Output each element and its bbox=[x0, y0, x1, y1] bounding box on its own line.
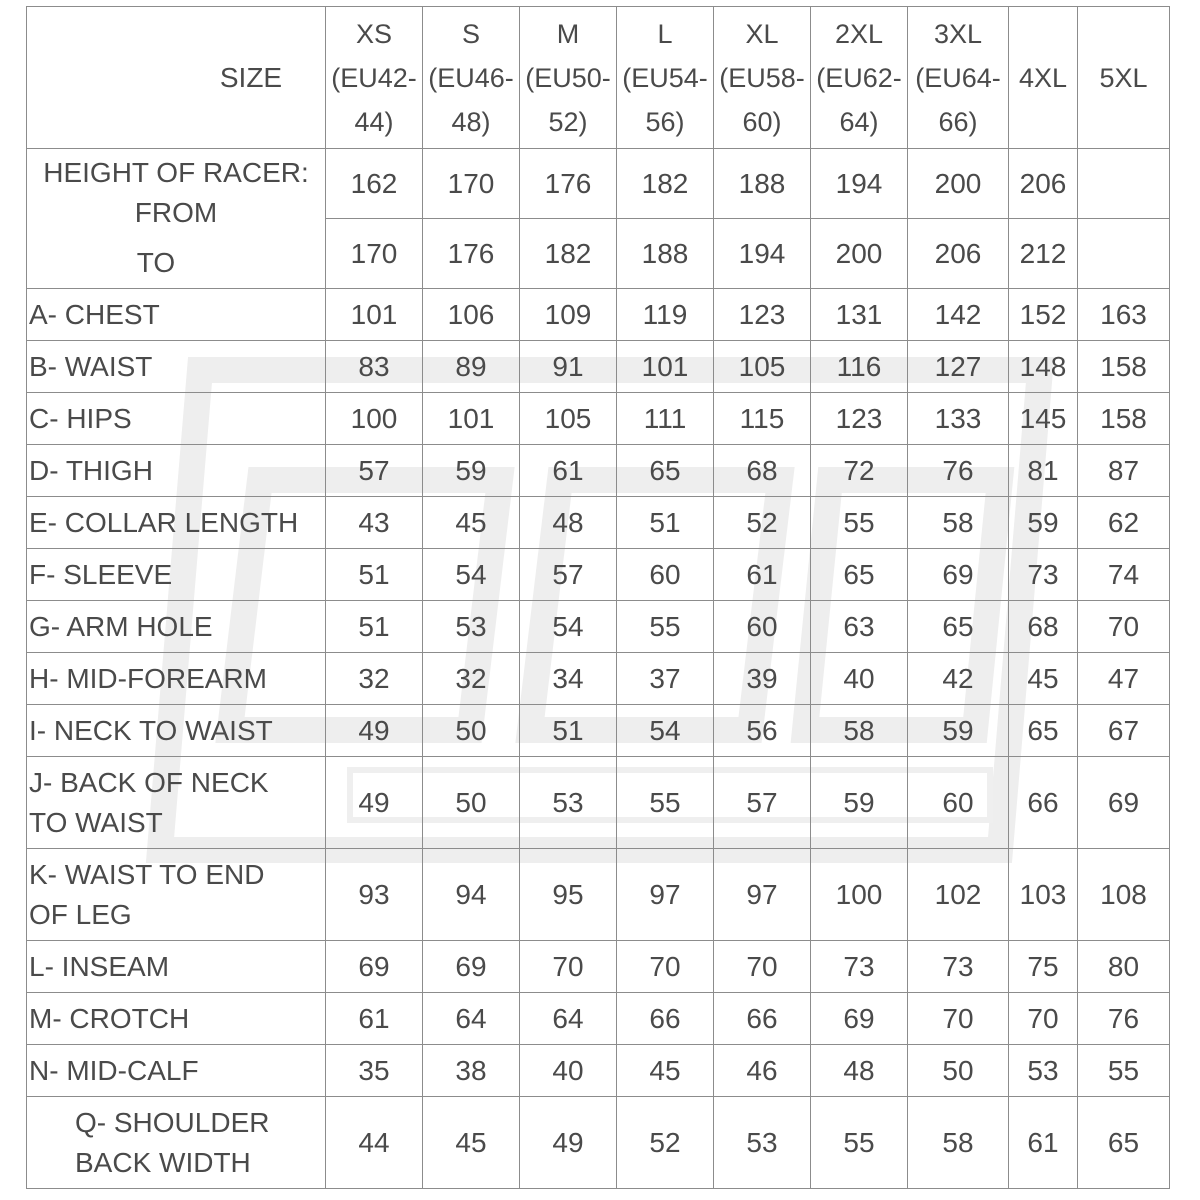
measurement-value: 80 bbox=[1078, 941, 1170, 993]
measurement-value: 142 bbox=[908, 289, 1009, 341]
height-from-row bbox=[27, 149, 1170, 219]
measurement-value: 57 bbox=[714, 757, 811, 849]
table-row bbox=[27, 445, 1170, 497]
measurement-value: 105 bbox=[714, 341, 811, 393]
measurement-value: 76 bbox=[1078, 993, 1170, 1045]
measurement-value: 66 bbox=[714, 993, 811, 1045]
measurement-value: 53 bbox=[423, 601, 520, 653]
measurement-value: 97 bbox=[617, 849, 714, 941]
measurement-label: D- THIGH bbox=[27, 445, 326, 497]
measurement-value: 69 bbox=[908, 549, 1009, 601]
height-from-cell: 194 bbox=[811, 149, 908, 219]
measurement-label: A- CHEST bbox=[27, 289, 326, 341]
measurement-value: 69 bbox=[811, 993, 908, 1045]
measurement-value: 69 bbox=[326, 941, 423, 993]
measurement-value: 44 bbox=[326, 1097, 423, 1189]
measurement-value: 69 bbox=[1078, 757, 1170, 849]
measurement-value: 51 bbox=[520, 705, 617, 757]
measurement-value: 63 bbox=[811, 601, 908, 653]
measurement-value: 49 bbox=[520, 1097, 617, 1189]
height-to-cell: 212 bbox=[1009, 219, 1078, 289]
measurement-label: J- BACK OF NECK TO WAIST bbox=[27, 757, 326, 849]
table-row bbox=[27, 601, 1170, 653]
table-row bbox=[27, 289, 1170, 341]
measurement-value: 108 bbox=[1078, 849, 1170, 941]
measurement-value: 48 bbox=[520, 497, 617, 549]
height-from-cell: 200 bbox=[908, 149, 1009, 219]
measurement-value: 123 bbox=[811, 393, 908, 445]
measurement-value: 76 bbox=[908, 445, 1009, 497]
measurement-value: 59 bbox=[908, 705, 1009, 757]
height-label-cell bbox=[27, 149, 326, 289]
measurement-value: 64 bbox=[520, 993, 617, 1045]
measurement-value: 58 bbox=[908, 497, 1009, 549]
measurement-value: 70 bbox=[1009, 993, 1078, 1045]
table-row bbox=[27, 653, 1170, 705]
measurement-value: 58 bbox=[811, 705, 908, 757]
measurement-value: 51 bbox=[617, 497, 714, 549]
measurement-label: M- CROTCH bbox=[27, 993, 326, 1045]
measurement-value: 100 bbox=[326, 393, 423, 445]
size-column-header: L (EU54- 56) bbox=[617, 7, 714, 149]
measurement-value: 66 bbox=[1009, 757, 1078, 849]
measurement-value: 83 bbox=[326, 341, 423, 393]
measurement-value: 65 bbox=[908, 601, 1009, 653]
table-row bbox=[27, 341, 1170, 393]
measurement-value: 148 bbox=[1009, 341, 1078, 393]
measurement-value: 32 bbox=[423, 653, 520, 705]
measurement-value: 73 bbox=[1009, 549, 1078, 601]
measurement-value: 51 bbox=[326, 601, 423, 653]
height-to-cell: 176 bbox=[423, 219, 520, 289]
measurement-value: 109 bbox=[520, 289, 617, 341]
measurement-value: 64 bbox=[423, 993, 520, 1045]
measurement-value: 54 bbox=[520, 601, 617, 653]
measurement-label: Q- SHOULDER BACK WIDTH bbox=[27, 1097, 326, 1189]
height-label-line2: FROM bbox=[134, 197, 218, 228]
measurement-value: 43 bbox=[326, 497, 423, 549]
measurement-value: 119 bbox=[617, 289, 714, 341]
measurement-value: 32 bbox=[326, 653, 423, 705]
measurement-label: G- ARM HOLE bbox=[27, 601, 326, 653]
measurement-value: 54 bbox=[423, 549, 520, 601]
measurement-label: N- MID-CALF bbox=[27, 1045, 326, 1097]
measurement-value: 50 bbox=[423, 757, 520, 849]
measurement-value: 59 bbox=[1009, 497, 1078, 549]
measurement-value: 163 bbox=[1078, 289, 1170, 341]
measurement-value: 101 bbox=[617, 341, 714, 393]
measurement-value: 97 bbox=[714, 849, 811, 941]
size-column-header: XS (EU42- 44) bbox=[326, 7, 423, 149]
height-from-cell: 182 bbox=[617, 149, 714, 219]
height-to-cell: 194 bbox=[714, 219, 811, 289]
measurement-value: 87 bbox=[1078, 445, 1170, 497]
table-row bbox=[27, 549, 1170, 601]
measurement-label: K- WAIST TO END OF LEG bbox=[27, 849, 326, 941]
measurement-value: 131 bbox=[811, 289, 908, 341]
measurement-value: 45 bbox=[423, 1097, 520, 1189]
table-row bbox=[27, 705, 1170, 757]
height-from-cell: 170 bbox=[423, 149, 520, 219]
measurement-value: 50 bbox=[423, 705, 520, 757]
measurement-value: 101 bbox=[423, 393, 520, 445]
measurement-value: 40 bbox=[811, 653, 908, 705]
measurement-value: 40 bbox=[520, 1045, 617, 1097]
measurement-value: 52 bbox=[714, 497, 811, 549]
measurement-value: 69 bbox=[423, 941, 520, 993]
measurement-value: 70 bbox=[714, 941, 811, 993]
measurement-value: 51 bbox=[326, 549, 423, 601]
measurement-value: 100 bbox=[811, 849, 908, 941]
size-column-header: 3XL (EU64- 66) bbox=[908, 7, 1009, 149]
measurement-value: 123 bbox=[714, 289, 811, 341]
table-row bbox=[27, 393, 1170, 445]
measurement-value: 65 bbox=[811, 549, 908, 601]
size-column-header: 5XL bbox=[1078, 7, 1170, 149]
size-chart-table bbox=[26, 6, 1170, 1189]
measurement-label: H- MID-FOREARM bbox=[27, 653, 326, 705]
height-label-line1: HEIGHT OF RACER: bbox=[43, 157, 309, 188]
measurement-value: 127 bbox=[908, 341, 1009, 393]
measurement-value: 53 bbox=[714, 1097, 811, 1189]
measurement-value: 57 bbox=[520, 549, 617, 601]
measurement-value: 65 bbox=[1009, 705, 1078, 757]
measurement-label: L- INSEAM bbox=[27, 941, 326, 993]
measurement-value: 55 bbox=[617, 601, 714, 653]
measurement-value: 133 bbox=[908, 393, 1009, 445]
measurement-value: 61 bbox=[1009, 1097, 1078, 1189]
measurement-value: 54 bbox=[617, 705, 714, 757]
measurement-value: 73 bbox=[811, 941, 908, 993]
measurement-value: 50 bbox=[908, 1045, 1009, 1097]
size-column-header: S (EU46- 48) bbox=[423, 7, 520, 149]
measurement-value: 115 bbox=[714, 393, 811, 445]
size-column-header: 2XL (EU62- 64) bbox=[811, 7, 908, 149]
height-from-cell: 162 bbox=[326, 149, 423, 219]
measurement-value: 53 bbox=[1009, 1045, 1078, 1097]
measurement-value: 66 bbox=[617, 993, 714, 1045]
measurement-value: 47 bbox=[1078, 653, 1170, 705]
measurement-value: 46 bbox=[714, 1045, 811, 1097]
measurement-label: I- NECK TO WAIST bbox=[27, 705, 326, 757]
measurement-value: 116 bbox=[811, 341, 908, 393]
table-row bbox=[27, 497, 1170, 549]
measurement-value: 55 bbox=[811, 1097, 908, 1189]
measurement-value: 45 bbox=[423, 497, 520, 549]
height-to-cell: 188 bbox=[617, 219, 714, 289]
measurement-value: 45 bbox=[617, 1045, 714, 1097]
measurement-value: 65 bbox=[1078, 1097, 1170, 1189]
table-row bbox=[27, 941, 1170, 993]
measurement-value: 94 bbox=[423, 849, 520, 941]
measurement-value: 53 bbox=[520, 757, 617, 849]
height-to-cell: 206 bbox=[908, 219, 1009, 289]
measurement-value: 60 bbox=[714, 601, 811, 653]
measurement-value: 145 bbox=[1009, 393, 1078, 445]
measurement-value: 55 bbox=[617, 757, 714, 849]
table-row bbox=[27, 993, 1170, 1045]
measurement-value: 55 bbox=[1078, 1045, 1170, 1097]
measurement-value: 74 bbox=[1078, 549, 1170, 601]
measurement-value: 62 bbox=[1078, 497, 1170, 549]
table-row bbox=[27, 1097, 1170, 1189]
measurement-value: 103 bbox=[1009, 849, 1078, 941]
measurement-label: B- WAIST bbox=[27, 341, 326, 393]
height-from-cell: 206 bbox=[1009, 149, 1078, 219]
measurement-label: F- SLEEVE bbox=[27, 549, 326, 601]
measurement-value: 73 bbox=[908, 941, 1009, 993]
measurement-value: 65 bbox=[617, 445, 714, 497]
size-column-header: 4XL bbox=[1009, 7, 1078, 149]
measurement-value: 105 bbox=[520, 393, 617, 445]
height-to-cell bbox=[1078, 219, 1170, 289]
measurement-value: 48 bbox=[811, 1045, 908, 1097]
measurement-value: 75 bbox=[1009, 941, 1078, 993]
measurement-value: 93 bbox=[326, 849, 423, 941]
measurement-value: 57 bbox=[326, 445, 423, 497]
measurement-value: 59 bbox=[423, 445, 520, 497]
measurement-value: 49 bbox=[326, 705, 423, 757]
measurement-value: 158 bbox=[1078, 341, 1170, 393]
height-label-to: TO bbox=[136, 247, 176, 278]
measurement-value: 68 bbox=[714, 445, 811, 497]
measurement-value: 91 bbox=[520, 341, 617, 393]
measurement-value: 39 bbox=[714, 653, 811, 705]
measurement-value: 70 bbox=[520, 941, 617, 993]
measurement-value: 59 bbox=[811, 757, 908, 849]
measurement-value: 101 bbox=[326, 289, 423, 341]
size-column-header: M (EU50- 52) bbox=[520, 7, 617, 149]
measurement-value: 70 bbox=[1078, 601, 1170, 653]
measurement-value: 55 bbox=[811, 497, 908, 549]
height-to-cell: 182 bbox=[520, 219, 617, 289]
measurement-value: 152 bbox=[1009, 289, 1078, 341]
measurement-value: 42 bbox=[908, 653, 1009, 705]
measurement-value: 34 bbox=[520, 653, 617, 705]
measurement-value: 67 bbox=[1078, 705, 1170, 757]
height-to-cell: 200 bbox=[811, 219, 908, 289]
measurement-value: 49 bbox=[326, 757, 423, 849]
table-row bbox=[27, 1045, 1170, 1097]
measurement-value: 35 bbox=[326, 1045, 423, 1097]
measurement-value: 70 bbox=[617, 941, 714, 993]
height-from-cell: 176 bbox=[520, 149, 617, 219]
table-row bbox=[27, 757, 1170, 849]
measurement-value: 61 bbox=[714, 549, 811, 601]
height-from-cell bbox=[1078, 149, 1170, 219]
measurement-value: 81 bbox=[1009, 445, 1078, 497]
height-from-cell: 188 bbox=[714, 149, 811, 219]
measurement-value: 61 bbox=[520, 445, 617, 497]
measurement-value: 111 bbox=[617, 393, 714, 445]
measurement-value: 45 bbox=[1009, 653, 1078, 705]
measurement-label: C- HIPS bbox=[27, 393, 326, 445]
measurement-value: 72 bbox=[811, 445, 908, 497]
measurement-value: 102 bbox=[908, 849, 1009, 941]
measurement-value: 60 bbox=[617, 549, 714, 601]
size-column-header: XL (EU58- 60) bbox=[714, 7, 811, 149]
measurement-value: 52 bbox=[617, 1097, 714, 1189]
measurement-value: 56 bbox=[714, 705, 811, 757]
measurement-value: 106 bbox=[423, 289, 520, 341]
measurement-value: 58 bbox=[908, 1097, 1009, 1189]
measurement-value: 61 bbox=[326, 993, 423, 1045]
measurement-value: 60 bbox=[908, 757, 1009, 849]
header-row bbox=[27, 7, 1170, 149]
measurement-value: 95 bbox=[520, 849, 617, 941]
measurement-value: 38 bbox=[423, 1045, 520, 1097]
table-row bbox=[27, 849, 1170, 941]
measurement-value: 89 bbox=[423, 341, 520, 393]
height-to-cell: 170 bbox=[326, 219, 423, 289]
measurement-value: 158 bbox=[1078, 393, 1170, 445]
measurement-value: 37 bbox=[617, 653, 714, 705]
measurement-value: 68 bbox=[1009, 601, 1078, 653]
measurement-label: E- COLLAR LENGTH bbox=[27, 497, 326, 549]
measurement-value: 70 bbox=[908, 993, 1009, 1045]
size-header-label: SIZE bbox=[27, 7, 326, 149]
